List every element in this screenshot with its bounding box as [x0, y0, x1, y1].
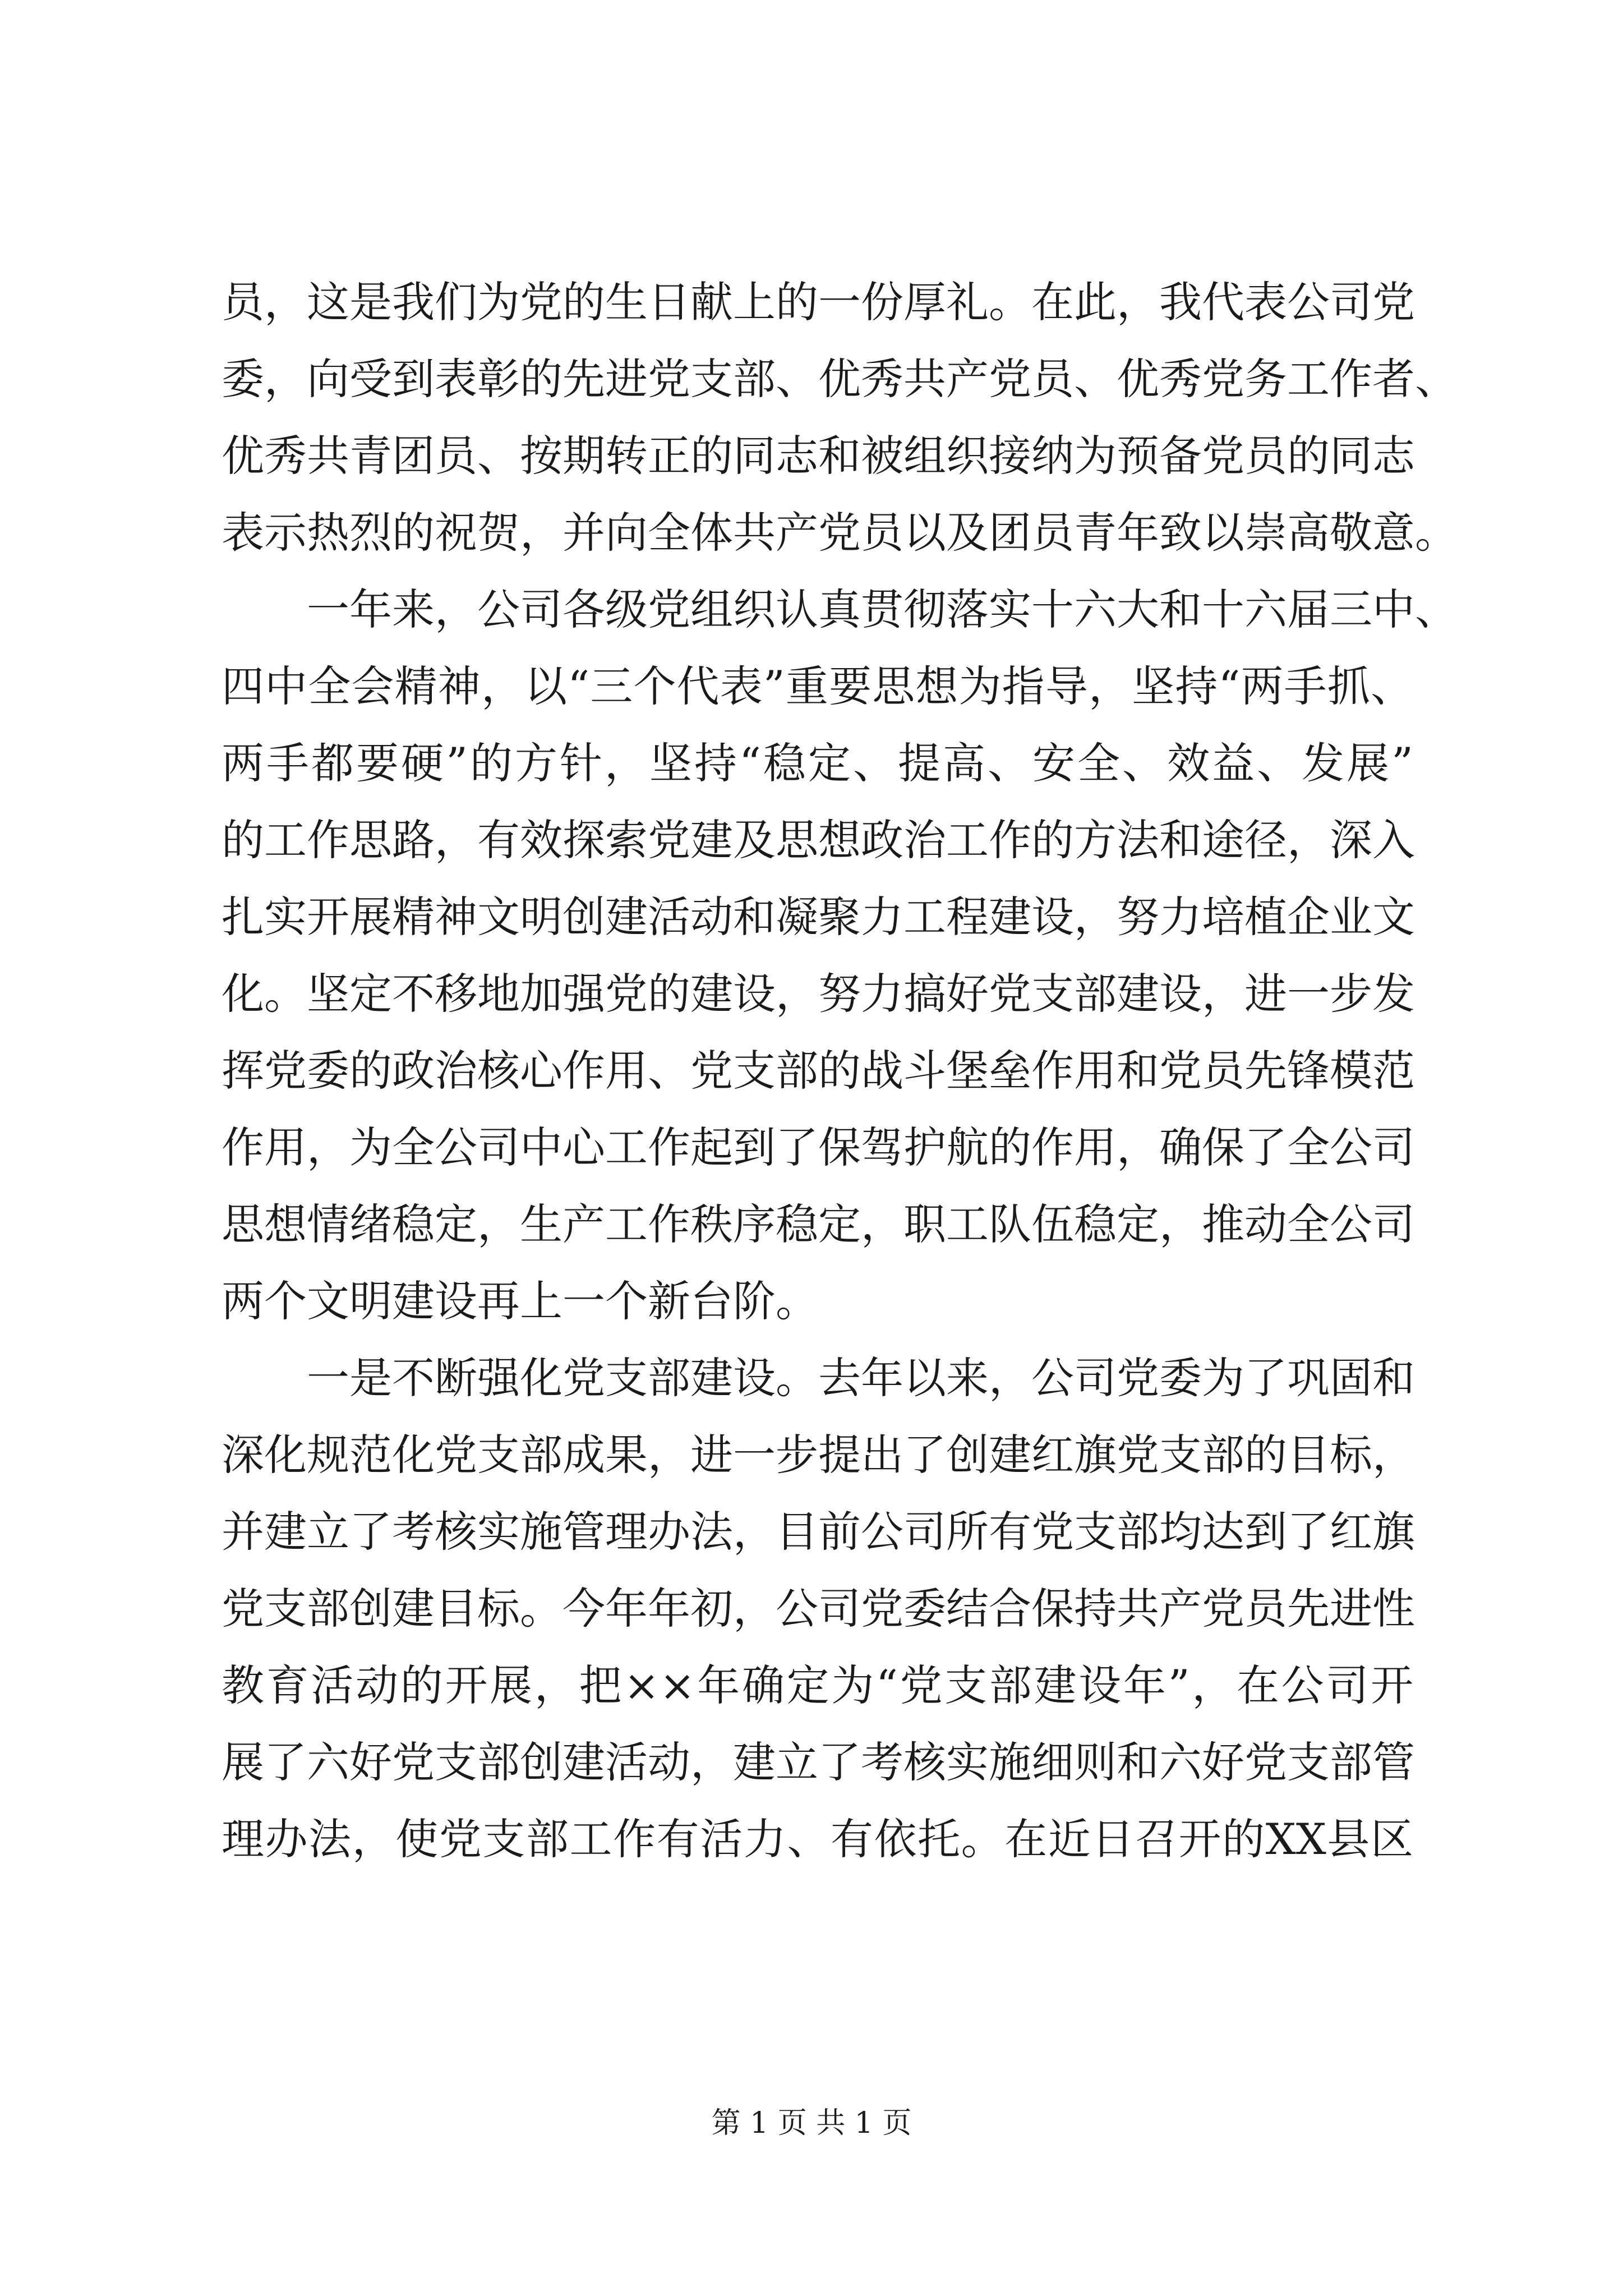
text-line: 表示热烈的祝贺，并向全体共产党员以及团员青年致以崇高敬意。 [222, 508, 1458, 558]
text-line: 四中全会精神，以“三个代表”重要思想为指导，坚持“两手抓、 [222, 661, 1413, 711]
text-line: 一年来，公司各级党组织认真贯彻落实十六大和十六届三中、 [222, 585, 1458, 634]
text-line: 教育活动的开展，把××年确定为“党支部建设年”，在公司开 [222, 1660, 1413, 1710]
page-footer [0, 2104, 1623, 2143]
text-line: 两个文明建设再上一个新台阶。 [222, 1276, 818, 1326]
text-line: 员，这是我们为党的生日献上的一份厚礼。在此，我代表公司党 [222, 277, 1415, 327]
text-line: 一是不断强化党支部建设。去年以来，公司党委为了巩固和 [222, 1353, 1415, 1403]
text-line: 两手都要硬”的方针，坚持“稳定、提高、安全、效益、发展” [222, 738, 1413, 788]
text-line: 党支部创建目标。今年年初，公司党委结合保持共产党员先进性 [222, 1584, 1415, 1634]
text-line: 作用，为全公司中心工作起到了保驾护航的作用，确保了全公司 [222, 1122, 1415, 1172]
text-line: 优秀共青团员、按期转正的同志和被组织接纳为预备党员的同志 [222, 431, 1415, 481]
text-line: 深化规范化党支部成果，进一步提出了创建红旗党支部的目标， [222, 1430, 1415, 1480]
text-line: 思想情绪稳定，生产工作秩序稳定，职工队伍稳定，推动全公司 [222, 1199, 1415, 1249]
page-number-label: 第 1 页 共 1 页 [711, 2106, 912, 2140]
text-line: 化。坚定不移地加强党的建设，努力搞好党支部建设，进一步发 [222, 969, 1415, 1019]
text-line: 并建立了考核实施管理办法，目前公司所有党支部均达到了红旗 [222, 1507, 1415, 1557]
text-line: 展了六好党支部创建活动，建立了考核实施细则和六好党支部管 [222, 1737, 1415, 1787]
text-line: 挥党委的政治核心作用、党支部的战斗堡垒作用和党员先锋模范 [222, 1046, 1415, 1096]
body-text [222, 264, 1458, 1878]
text-line: 理办法，使党支部工作有活力、有依托。在近日召开的XX县区 [222, 1814, 1413, 1864]
text-line: 的工作思路，有效探索党建及思想政治工作的方法和途径，深入 [222, 815, 1415, 865]
text-line: 扎实开展精神文明创建活动和凝聚力工程建设，努力培植企业文 [222, 892, 1415, 942]
text-line: 委，向受到表彰的先进党支部、优秀共产党员、优秀党务工作者、 [222, 354, 1458, 404]
